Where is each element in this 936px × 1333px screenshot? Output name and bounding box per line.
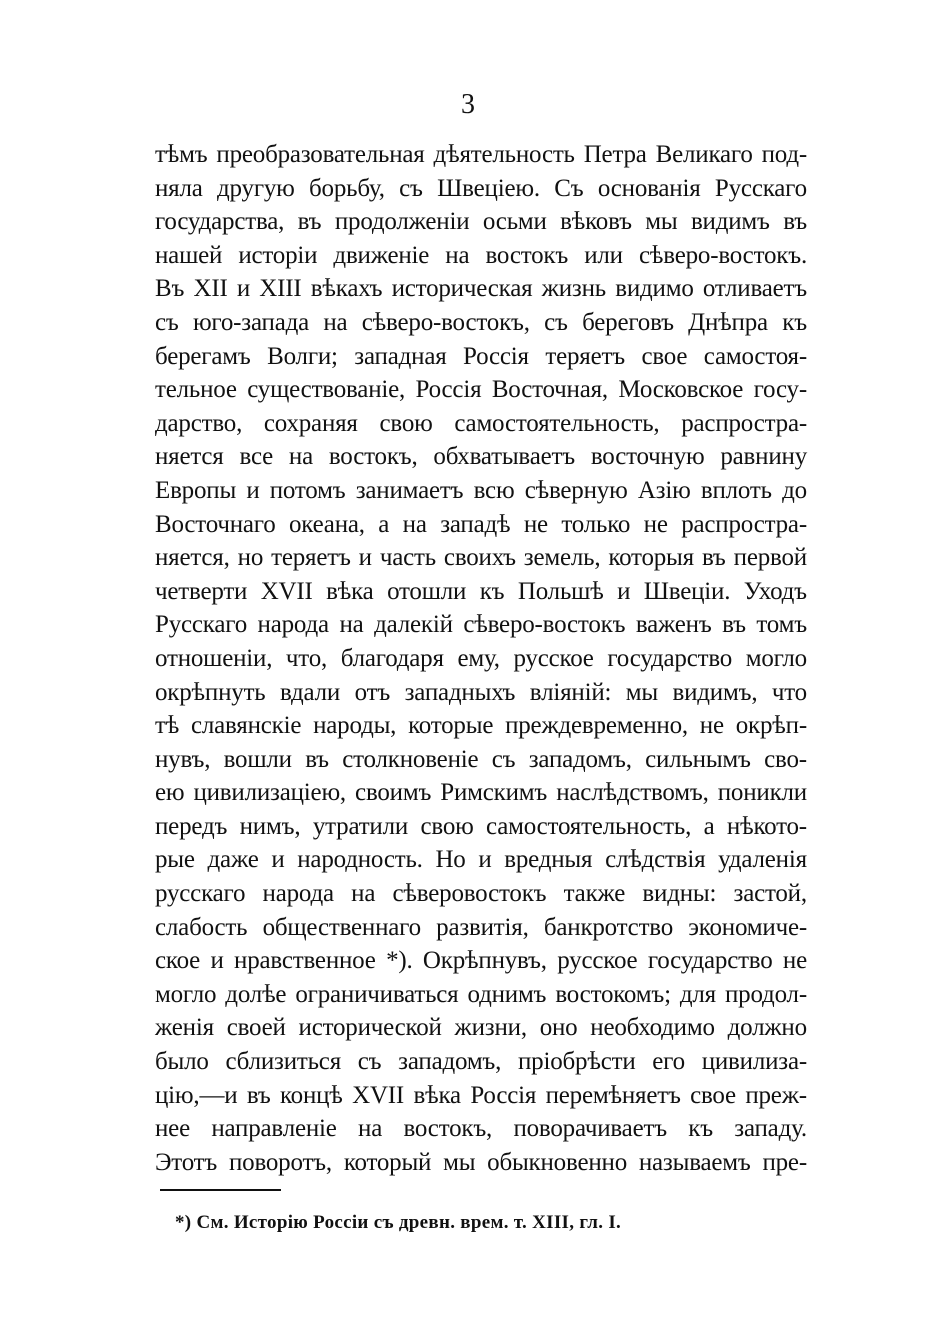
text-line: ею цивилизаціею, своимъ Римскимъ наслѣдствомъ, поникли <box>155 779 807 807</box>
text-line: государства, въ продолженіи осьми вѣковъ мы видимъ въ <box>155 208 807 236</box>
text-line: нее направленіе на востокъ, поворачиваетъ къ западу. <box>155 1115 807 1143</box>
text-line: Въ XII и XIII вѣкахъ историческая жизнь видимо отливаетъ <box>155 275 807 303</box>
footnote-divider <box>160 1189 281 1191</box>
text-line: няется, но теряетъ и часть своихъ земель, которыя въ первой <box>155 544 807 572</box>
text-line: Европы и потомъ занимаетъ всю сѣверную Азію вплоть до <box>155 476 807 504</box>
text-line: четверти XVII вѣка отошли къ Польшѣ и Швеціи. Уходъ <box>155 577 807 605</box>
text-line: берегамъ Волги; западная Россія теряетъ свое самостоя- <box>155 342 807 370</box>
text-line: ское и нравственное *). Окрѣпнувъ, русское государство не <box>155 947 807 975</box>
text-line: дарство, сохраняя свою самостоятельность, распростра- <box>155 409 807 437</box>
text-line: было сблизиться съ западомъ, пріобрѣсти его цивилиза- <box>155 1048 807 1076</box>
text-line: няла другую борьбу, съ Швеціею. Съ основанія Русскаго <box>155 174 807 202</box>
page-number: 3 <box>461 89 475 120</box>
text-line: могло долѣе ограничиваться однимъ востокомъ; для продол- <box>155 980 807 1008</box>
text-line: тѣмъ преобразовательная дѣятельность Петра Великаго под- <box>155 141 807 168</box>
text-line: няется все на востокъ, обхватываетъ восточную равнину <box>155 443 807 471</box>
text-line: слабость общественнаго развитія, банкротство экономиче- <box>155 913 807 941</box>
text-line: нашей исторіи движеніе на востокъ или сѣверо-востокъ. <box>155 241 807 269</box>
text-line: Этотъ поворотъ, который мы обыкновенно называемъ пре- <box>155 1148 807 1176</box>
text-line: рые даже и народность. Но и вредныя слѣдствія удаленія <box>155 846 807 874</box>
footnote: *) См. Исторію Россіи съ древн. врем. т. XIII, гл. I. <box>175 1212 622 1233</box>
text-line: передъ нимъ, утратили свою самостоятельность, а нѣкото- <box>155 812 807 840</box>
text-line: съ юго-запада на сѣверо-востокъ, съ береговъ Днѣпра къ <box>155 308 807 336</box>
text-line: женія своей исторической жизни, оно необходимо должно <box>155 1014 807 1042</box>
text-line: отношеніи, что, благодаря ему, русское государство могло <box>155 644 807 672</box>
text-line: тельное существованіе, Россія Восточная, Московское госу- <box>155 376 807 404</box>
body-text <box>155 138 807 1179</box>
text-line: окрѣпнуть вдали отъ западныхъ вліяній: мы видимъ, что <box>155 678 807 706</box>
text-line: цію,—и въ концѣ XVII вѣка Россія перемѣняетъ свое преж- <box>155 1081 807 1109</box>
text-line: Русскаго народа на далекій сѣверо-востокъ важенъ въ томъ <box>155 611 807 639</box>
text-line: Восточнаго океана, а на западѣ не только не распростра- <box>155 510 807 538</box>
text-line: нувъ, вошли въ столкновеніе съ западомъ, сильнымъ сво- <box>155 745 807 773</box>
text-line: русскаго народа на сѣверовостокъ также видны: застой, <box>155 880 807 908</box>
text-line: тѣ славянскіе народы, которые преждевременно, не окрѣп- <box>155 712 807 740</box>
